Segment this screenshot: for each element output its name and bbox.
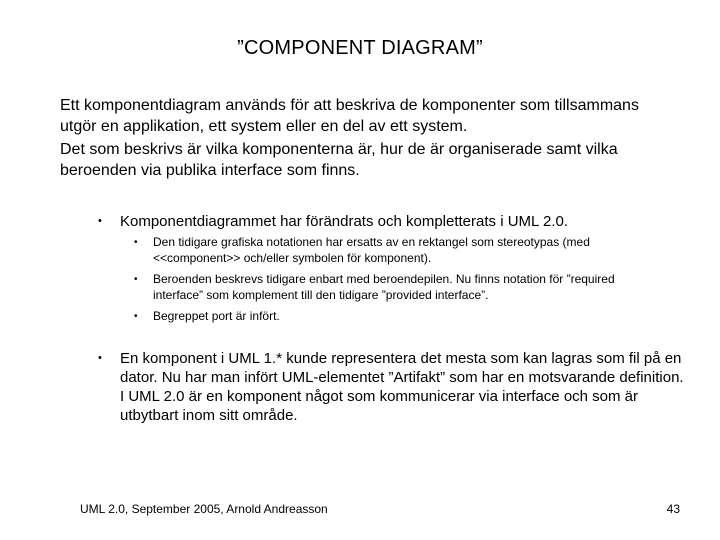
sub-bullet-1-text: Den tidigare grafiska notationen har ersatts av en rektangel som stereotypas (med <<component>> och/eller symbolen för komponent). (153, 235, 590, 265)
intro-paragraph-1: Ett komponentdiagram används för att beskriva de komponenter som tillsammans utgör en applikation, ett system eller en del av ett system. (60, 97, 639, 135)
bullet-item-2-text: En komponent i UML 1.* kunde representera det mesta som kan lagras som fil på en dator. Nu har man infört UML-elementet ”Artifakt” som har en motsvarande definition. I UML 2.0 är en komponent något som kommunicerar via interface och som är utbytbart inom sitt område. (120, 350, 684, 424)
bullet-item-1 (100, 212, 685, 231)
slide-title: ”COMPONENT DIAGRAM” (237, 37, 483, 59)
footer-credit: UML 2.0, September 2005, Arnold Andreasson (80, 502, 328, 516)
sub-bullet-3 (134, 309, 657, 325)
bullet-item-2 (100, 349, 685, 425)
bullet-item-1-text: Komponentdiagrammet har förändrats och kompletterats i UML 2.0. (120, 213, 568, 230)
bullet-icon: • (98, 352, 102, 364)
sub-bullet-3-text: Begreppet port är infört. (153, 309, 280, 323)
intro-text (60, 95, 670, 183)
bullet-icon: • (98, 215, 102, 227)
intro-paragraph-2: Det som beskrivs är vilka komponenterna är, hur de är organiserade samt vilka beroenden via publika interface som finns. (60, 141, 618, 179)
sub-bullet-2 (134, 272, 657, 303)
sub-bullet-1 (134, 235, 657, 266)
page-number: 43 (666, 502, 680, 516)
sub-bullet-2-text: Beroenden beskrevs tidigare enbart med beroendepilen. Nu finns notation för ”required interface” som komplement till den tidigare ”provided interface”. (153, 272, 615, 302)
bullet-icon: • (134, 311, 138, 322)
bullet-icon: • (134, 237, 138, 248)
bullet-icon: • (134, 274, 138, 285)
